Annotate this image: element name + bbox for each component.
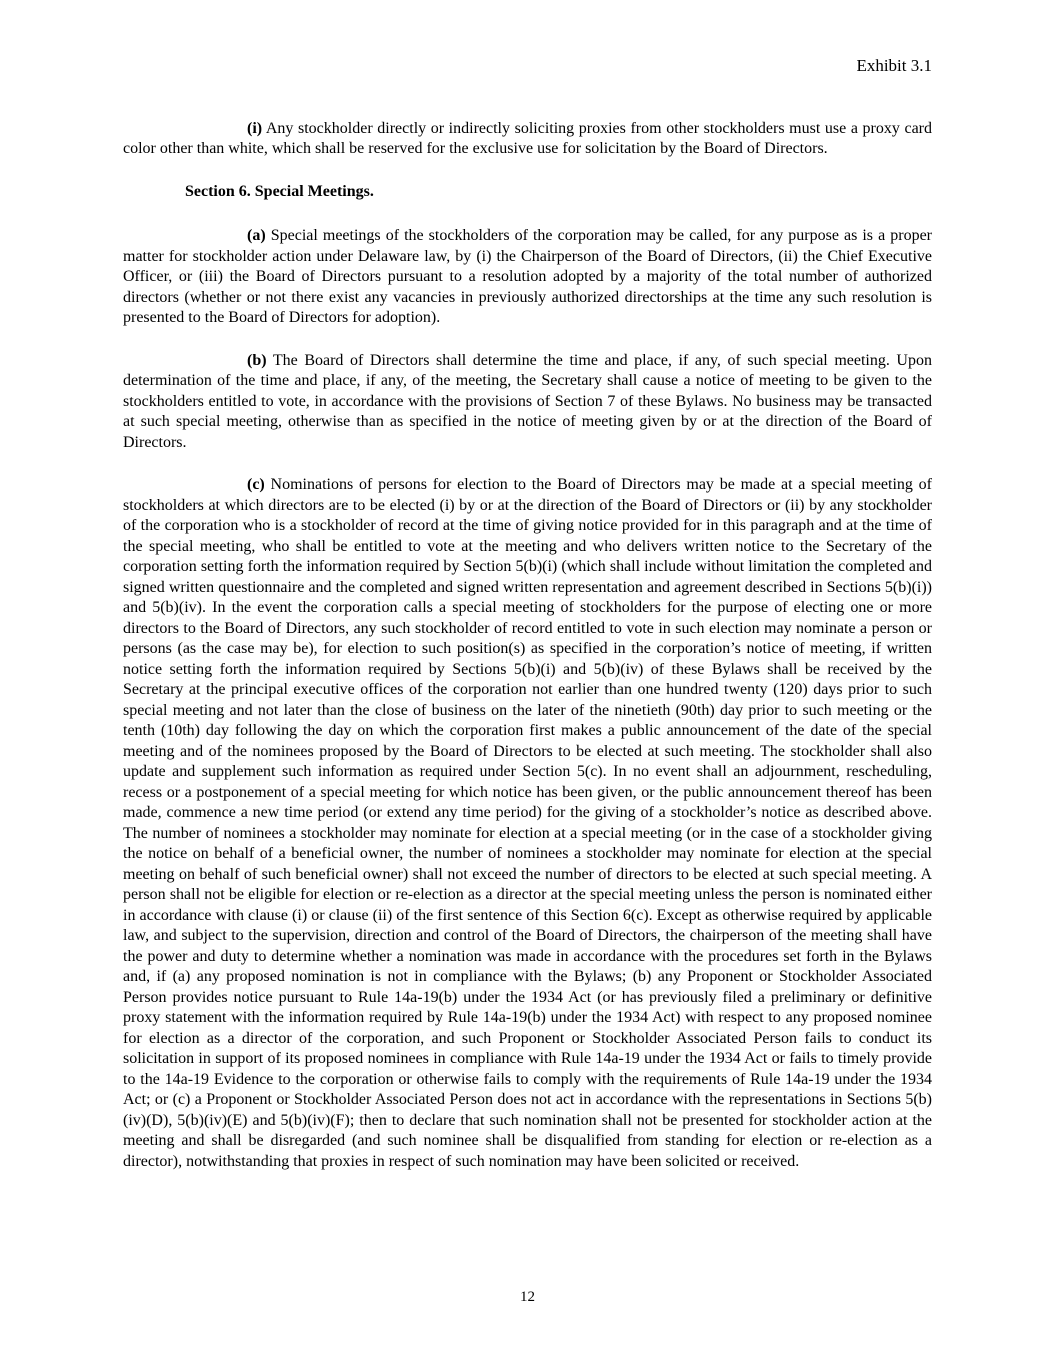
paragraph-c-text: Nominations of persons for election to the Board of Directors may be made at a special meeting of stockholders at which directors are to be elected (i) by or at the direction of the Board of Directors or (ii) by any stockholder of the corporation who is a stockholder of record at the time of giving notice provided for in this paragraph and at the time of the special meeting, who shall be entitled to vote at the meeting and who delivers written notice to the Secretary of the corporation setting forth the information required by Section 5(b)(i) (which shall include without limitation the completed and signed written questionnaire and the completed and signed written representation and agreement described in Sections 5(b)(i)) and 5(b)(iv). In the event the corporation calls a special meeting of stockholders for the purpose of electing one or more directors to the Board of Directors, any such stockholder of record entitled to vote in such election may nominate a person or persons (as the case may be), for election to such position(s) as specified in the corporation’s notice of meeting, if written notice setting forth the information required by Sections 5(b)(i) and 5(b)(iv) of these Bylaws shall be received by the Secretary at the principal executive offices of the corporation not earlier than one hundred twenty (120) days prior to such special meeting and not later than the close of business on the later of the ninetieth (90th) day prior to such meeting or the tenth (10th) day following the day on which the corporation first makes a public announcement of the date of the special meeting and of the nominees proposed by the Board of Directors to be elected at such meeting. The stockholder shall also update and supplement such information as required under Section 5(c). In no event shall an adjournment, rescheduling, recess or a postponement of a special meeting for which notice has been given, or the public announcement thereof has been made, commence a new time period (or extend any time period) for the giving of a stockholder’s notice as described above. The number of nominees a stockholder may nominate for election at a special meeting (or in the case of a stockholder giving the notice on behalf of a beneficial owner, the number of nominees a stockholder may nominate for election at the special meeting on behalf of such beneficial owner) shall not exceed the number of directors to be elected at such special meeting. A person shall not be eligible for election or re-election as a director at the special meeting unless the person is nominated either in accordance with clause (i) or clause (ii) of the first sentence of this Section 6(c). Except as otherwise required by applicable law, and subject to the supervision, direction and control of the Board of Directors, the chairperson of the meeting shall have the power and duty to determine whether a nomination was made in accordance with the procedures set forth in the Bylaws and, if (a) any proposed nomination is not in compliance with the Bylaws; (b) any Proponent or Stockholder Associated Person provides notice pursuant to Rule 14a-19(b) under the 1934 Act (or has previously filed a preliminary or definitive proxy statement with the information required by Rule 14a-19(b) under the 1934 Act) with respect to any proposed nominee for election as a director of the corporation, and such Proponent or Stockholder Associated Person fails to conduct its solicitation in support of its proposed nominees in compliance with Rule 14a-19 under the 1934 Act or fails to timely provide to the 14a-19 Evidence to the corporation or otherwise fails to comply with the requirements of Rule 14a-19 under the 1934 Act; or (c) a Proponent or Stockholder Associated Person does not act in accordance with the representations in Sections 5(b)(iv)(D), 5(b)(iv)(E) and 5(b)(iv)(F); then to declare that such nomination shall not be presented for stockholder action at the meeting and shall be disregarded (and such nominee shall be disqualified from standing for election or re-election as a director), notwithstanding that proxies in respect of such nomination may have been solicited or received. [123,476,933,1170]
paragraph-i-text: Any stockholder directly or indirectly soliciting proxies from other stockholders must use a proxy card color other than white, which shall be reserved for the exclusive use for solicitation by the Board of Directors. [123,119,932,157]
paragraph-a-lead: (a) [247,227,266,244]
paragraph-b [123,351,932,454]
section-heading: Section 6. Special Meetings. [185,182,374,200]
paragraph-c-lead: (c) [247,476,265,493]
paragraph-i [123,119,932,160]
paragraph-b-text: The Board of Directors shall determine the time and place, if any, of such special meeting. Upon determination of the time and place, if any, of the meeting, the Secretary shall cause a notice of meeting to be given to the stockholders entitled to vote, in accordance with the provisions of Section 7 of these Bylaws. No business may be transacted at such special meeting, otherwise than as specified in the notice of meeting given by or at the direction of the Board of Directors. [123,351,932,451]
paragraph-a-text: Special meetings of the stockholders of the corporation may be called, for any purpose as is a proper matter for stockholder action under Delaware law, by (i) the Chairperson of the Board of Directors, (ii) the Chief Executive Officer, or (iii) the Board of Directors pursuant to a resolution adopted by a majority of the total number of authorized directors (whether or not there exist any vacancies in previously authorized directorships at the time any such resolution is presented to the Board of Directors for adoption). [123,227,932,326]
paragraph-a [123,226,932,329]
page-number: 12 [520,1288,535,1305]
paragraph-i-lead: (i) [247,119,263,137]
paragraph-c [123,475,932,1172]
paragraph-b-lead: (b) [247,351,267,369]
exhibit-label: Exhibit 3.1 [856,56,932,75]
